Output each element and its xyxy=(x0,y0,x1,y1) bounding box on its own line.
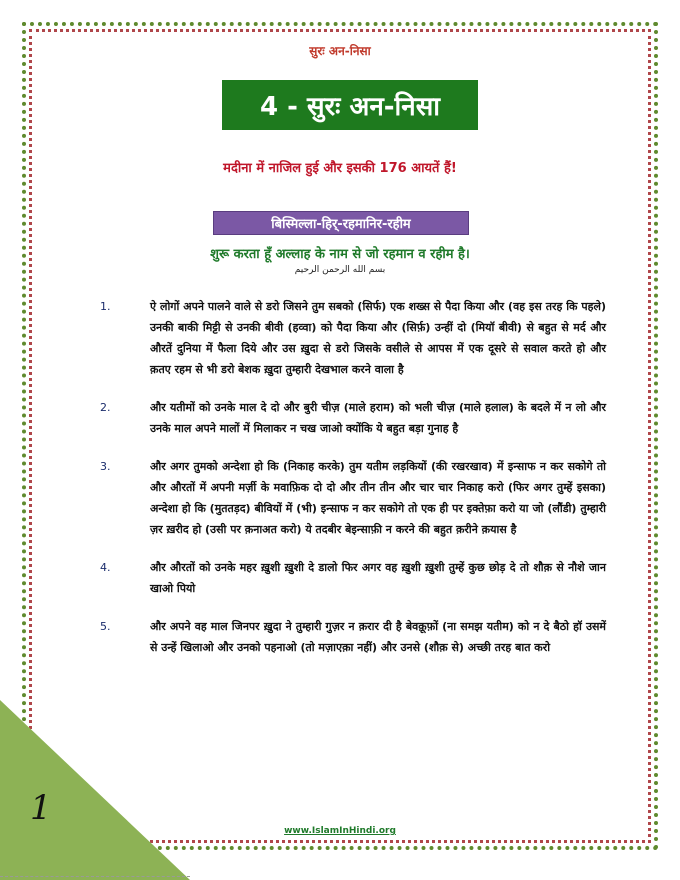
bottom-divider xyxy=(0,876,190,877)
verse-text: और यतीमों को उनके माल दे दो और बुरी चीज़ (माले हराम) को भली चीज़ (माले हलाल) के बदले में न लो और उनके माल अपने मालों में मिलाकर न चख जाओ क्योंकि ये बहुत बड़ा गुनाह है xyxy=(150,401,606,435)
page-title: 4 - सुरः अन-निसा xyxy=(222,80,478,130)
revelation-note: मदीना में नाजिल हुई और इसकी 176 आयतें हैं! xyxy=(223,161,457,176)
verse-text: ऐ लोगों अपने पालने वाले से डरो जिसने तुम सबको (सिर्फ) एक शख्स से पैदा किया और (वह इस तरह कि पहले) उनकी बाकी मिट्टी से उनकी बीवी (हव्वा) को पैदा किया और (सिर्फ़) उन्हीं दो (मियॉ बीवी) से बहुत से मर्द और औरतें दुनिया में फैला दिये और उस ख़ुदा से डरो जिसके वसीले से आपस में एक दूसरे से सवाल करते हो और क़तए रहम से भी डरो बेशक ख़ुदा तुम्हारी देखभाल करने वाला है xyxy=(150,300,606,376)
verse-number: 4. xyxy=(100,561,111,574)
verse-item xyxy=(100,397,606,439)
verse-number: 5. xyxy=(100,620,111,633)
verse-item xyxy=(100,456,606,540)
verse-text: और औरतों को उनके महर ख़ुशी ख़ुशी दे डालो फिर अगर वह ख़ुशी ख़ुशी तुम्हें कुछ छोड़ दे तो शौक़ से नौशे जान खाओ पियो xyxy=(150,561,606,595)
bismillah-translation: शुरू करता हूँ अल्लाह के नाम से जो रहमान व रहीम है। xyxy=(210,247,470,262)
verse-item xyxy=(100,557,606,599)
verse-text: और अपने वह माल जिनपर ख़ुदा ने तुम्हारी गुज़र न क़रार दी है बेवक़ूफ़ों (ना समझ यतीम) को न दे बैठो हॉ उसमें से उन्हें खिलाओ और उनको पहनाओ (तो मज़ाएक़ा नहीं) और उनसे (शौक़ से) अच्छी तरह बात करो xyxy=(150,620,606,654)
verse-number: 1. xyxy=(100,300,111,313)
verse-list xyxy=(100,296,606,675)
page-number: 1 xyxy=(30,788,52,828)
verse-item xyxy=(100,616,606,658)
corner-decoration xyxy=(0,700,190,880)
website-link[interactable]: www.IslamInHindi.org xyxy=(284,826,396,836)
verse-item xyxy=(100,296,606,380)
verse-number: 3. xyxy=(100,460,111,473)
bismillah-label: बिस्मिल्ला-हिर्-रहमानिर-रहीम xyxy=(213,211,469,235)
verse-number: 2. xyxy=(100,401,111,414)
bismillah-arabic: بسم الله الرحمن الرحيم xyxy=(294,265,386,275)
verse-text: और अगर तुमको अन्देशा हो कि (निकाह करके) तुम यतीम लड़कियों (की रखरखाव) में इन्साफ न कर सकोगे तो और औरतों में अपनी मर्ज़ी के मवाफ़िक दो दो और तीन तीन और चार चार निकाह करो (फिर अगर तुम्हें इसका) अन्देशा हो कि (मुततड़द) बीवियों में (भी) इन्साफ न कर सकोगे तो एक ही पर इक्तेफ़ा करो या जो (लौंडी) तुम्हारी ज़र ख़रीद हो (उसी पर क़नाअत करो) ये तदबीर बेइन्साफ़ी न करने की बहुत क़रीने क़यास है xyxy=(150,460,606,536)
header-small-title: सुरः अन-निसा xyxy=(309,44,371,58)
